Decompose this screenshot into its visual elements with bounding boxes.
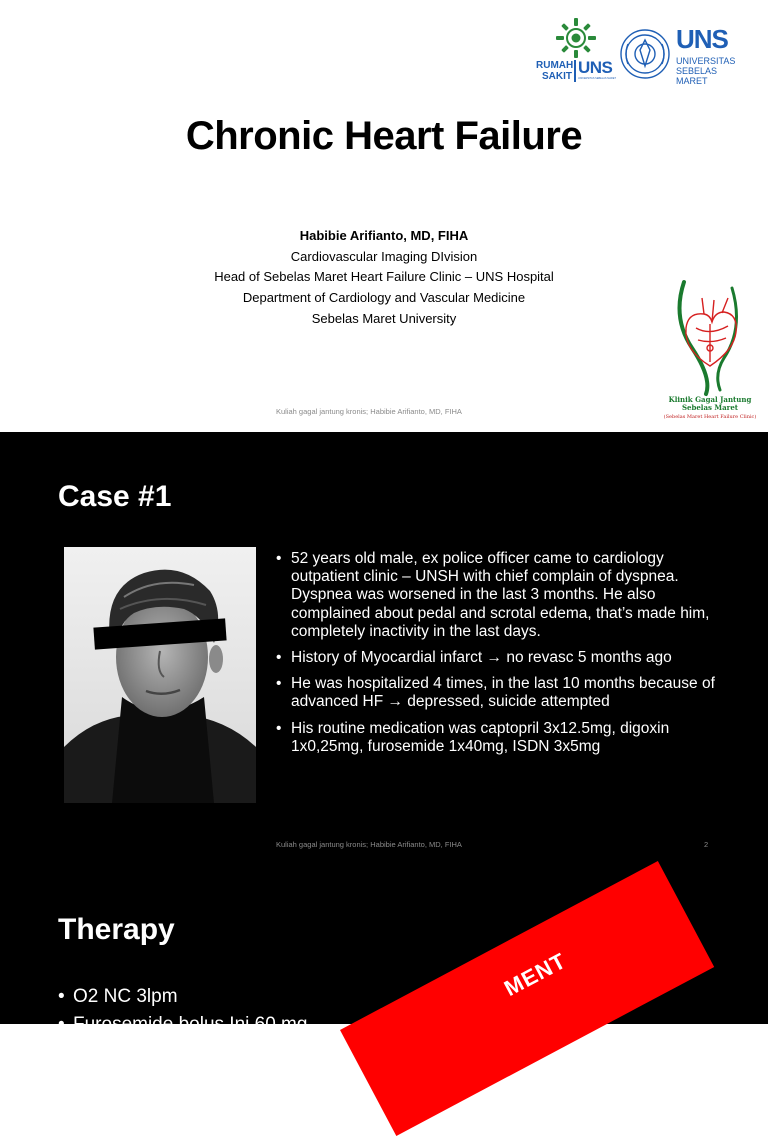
therapy-bullets [58,983,307,1039]
slide-footer: Kuliah gagal jantung kronis; Habibie Arifianto, MD, FIHA [276,840,462,849]
case-title: Case #1 [58,480,172,513]
title-slide [0,0,768,432]
logo-rs-line2: SAKIT [542,71,572,82]
uns-logo-line2: SEBELAS MARET [676,66,718,86]
author-name: Habibie Arifianto, MD, FIHA [299,228,469,243]
logo-rs-line1: RUMAH [536,60,574,71]
clinic-line3: (Sebelas Maret Heart Failure Clinic) [663,414,757,420]
logo-rs-sub: UNIVERSITAS SEBELAS MARET [578,77,617,80]
case-bullets [276,550,716,764]
author-line: Head of Sebelas Maret Heart Failure Clinic – UNS Hospital [214,269,554,285]
clinic-logo-text [660,396,760,421]
patient-photo [64,547,256,803]
list-item: • History of Myocardial infarct → no revasc 5 months ago [276,649,716,667]
clinic-line1: Klinik Gagal Jantung [668,395,752,404]
list-item: • He was hospitalized 4 times, in the last 10 months because of advanced HF → depressed, suicide attempted [276,675,716,711]
list-item: • Furosemide bolus Inj 60 mg [58,1011,307,1039]
red-diagonal-banner [340,861,714,1136]
uns-logo-line1: UNIVERSITAS [676,56,736,66]
author-block [0,226,768,330]
therapy-title: Therapy [58,913,175,946]
therapy-slide [0,865,768,1035]
banner-text: MENT [500,947,571,1002]
page-number: 2 [704,840,709,849]
author-line: Department of Cardiology and Vascular Medicine [242,290,526,306]
slide-footer: Kuliah gagal jantung kronis; Habibie Arifianto, MD, FIHA [276,407,462,416]
rumah-sakit-uns-logo [536,16,616,88]
logo-rs-abbr: UNS [578,58,613,77]
list-item: • O2 NC 3lpm [58,983,307,1011]
author-line: Sebelas Maret University [311,310,457,326]
uns-logo-abbr: UNS [676,24,728,54]
clinic-line2: Sebelas Maret [681,403,739,412]
slide-title: Chronic Heart Failure [185,114,583,158]
author-line: Cardiovascular Imaging DIvision [290,248,478,264]
uns-university-logo [618,26,748,84]
list-item: • 52 years old male, ex police officer came to cardiology outpatient clinic – UNSH with chief complain of dyspnea. Dyspnea was worsened in the last 3 months. He also complained about pedal and scrotal edema, that’s made him, completely inactivity in the last days. [276,550,716,641]
list-item: • His routine medication was captopril 3x12.5mg, digoxin 1x0,25mg, furosemide 1x40mg, ISDN 3x5mg [276,720,716,756]
case-slide [0,432,768,865]
heart-icon [662,278,756,398]
uns-emblem-icon [618,26,672,82]
